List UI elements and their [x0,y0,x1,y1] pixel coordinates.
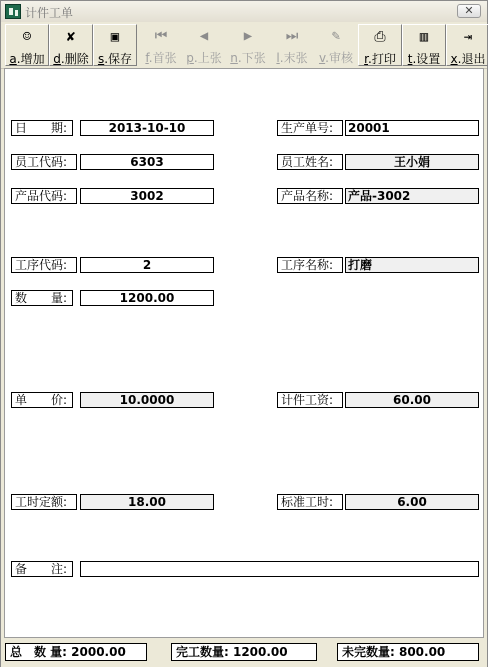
total-quantity-status: 总 数 量: 2000.00 [5,643,147,661]
unit-price-label: 单 价: [11,392,73,408]
toolbar-button-label: x.退出 [450,52,486,66]
process-code-field[interactable]: 2 [80,257,214,273]
standard-hours-field: 6.00 [345,494,479,510]
completed-quantity-status: 完工数量: 1200.00 [171,643,317,661]
next-record-icon: ▶ [243,28,253,44]
piece-wage-field: 60.00 [345,392,479,408]
last-record-icon: ⏭ [285,28,299,44]
toolbar-button-save[interactable] [93,24,137,66]
button-text: 末张 [283,51,308,65]
title-bar[interactable] [1,1,487,23]
toolbar-button-label: l.末张 [276,51,308,65]
toolbar-button-label: v.审核 [318,51,353,65]
first-record-icon: ⏮ [154,28,168,44]
status-bar [1,639,487,667]
settings-icon: ▥ [419,29,429,45]
shortcut-key: v [318,51,326,65]
button-text: 退出 [461,52,486,66]
date-field[interactable]: 2013-10-10 [80,120,214,136]
add-person-icon: ☺ [22,29,32,45]
button-text: 首张 [152,51,177,65]
shortcut-key: p [186,51,194,65]
remaining-quantity-status: 未完数量: 800.00 [337,643,479,661]
button-text: 设置 [416,52,441,66]
time-quota-label: 工时定额: [11,494,77,510]
toolbar-button-label: t.设置 [407,52,441,66]
close-button[interactable]: ✕ [457,4,481,18]
toolbar-button-settings[interactable] [402,24,446,66]
shortcut-key: t [407,52,413,66]
quantity-field[interactable]: 1200.00 [80,290,214,306]
shortcut-key: x [450,52,458,66]
save-icon: ▣ [110,29,120,45]
shortcut-key: l [276,51,280,65]
toolbar-button-label: n.下张 [230,51,266,65]
toolbar-button-print[interactable] [358,24,402,66]
shortcut-key: f [145,51,149,65]
button-text: 下张 [241,51,266,65]
toolbar-button-exit[interactable] [446,24,488,66]
time-quota-field: 18.00 [80,494,214,510]
process-code-label: 工序代码: [11,257,77,273]
toolbar-button-label: d.删除 [53,52,89,66]
production-no-field[interactable]: 20001 [345,120,479,136]
employee-name-label: 员工姓名: [277,154,343,170]
product-code-label: 产品代码: [11,188,77,204]
toolbar-button-label: f.首张 [145,51,177,65]
toolbar-button-add-person[interactable] [5,24,49,66]
approve-icon: ✎ [331,28,341,44]
toolbar-button-delete[interactable] [49,24,93,66]
product-name-label: 产品名称: [277,188,343,204]
button-text: 保存 [108,52,133,66]
print-icon: ⎙ [374,29,386,45]
employee-name-field: 王小娟 [345,154,479,170]
toolbar-button-label: a.增加 [9,52,45,66]
button-text: 上张 [197,51,222,65]
toolbar-button-next-record[interactable] [226,24,270,66]
toolbar-button-first-record[interactable] [139,24,183,66]
product-name-field: 产品-3002 [345,188,479,204]
production-no-label: 生产单号: [277,120,343,136]
toolbar-button-previous-record[interactable] [182,24,226,66]
unit-price-field: 10.0000 [80,392,214,408]
date-label: 日 期: [11,120,73,136]
app-icon [5,4,21,19]
toolbar-button-label: r.打印 [364,52,396,66]
toolbar-button-last-record[interactable] [270,24,314,66]
toolbar-button-label: p.上张 [186,51,222,65]
button-text: 审核 [328,51,353,65]
previous-record-icon: ◀ [199,28,209,44]
remarks-field[interactable] [80,561,479,577]
shortcut-key: r [364,52,368,66]
shortcut-key: a [9,52,17,66]
toolbar [1,22,487,69]
button-text: 删除 [64,52,89,66]
piece-wage-label: 计件工资: [277,392,343,408]
standard-hours-label: 标准工时: [277,494,343,510]
remarks-label: 备 注: [11,561,73,577]
shortcut-key: n [230,51,238,65]
exit-icon: ⇥ [463,29,473,45]
employee-code-label: 员工代码: [11,154,77,170]
toolbar-button-approve[interactable] [314,24,358,66]
shortcut-key: s [97,52,105,66]
process-name-field: 打磨 [345,257,479,273]
process-name-label: 工序名称: [277,257,343,273]
button-text: 增加 [20,52,45,66]
quantity-label: 数 量: [11,290,73,306]
button-text: 打印 [371,52,396,66]
toolbar-button-label: s.保存 [97,52,133,66]
work-order-form [4,68,484,638]
shortcut-key: d [53,52,61,66]
employee-code-field[interactable]: 6303 [80,154,214,170]
delete-icon: ✘ [66,29,76,45]
window-title: 计件工单 [25,6,74,20]
product-code-field[interactable]: 3002 [80,188,214,204]
